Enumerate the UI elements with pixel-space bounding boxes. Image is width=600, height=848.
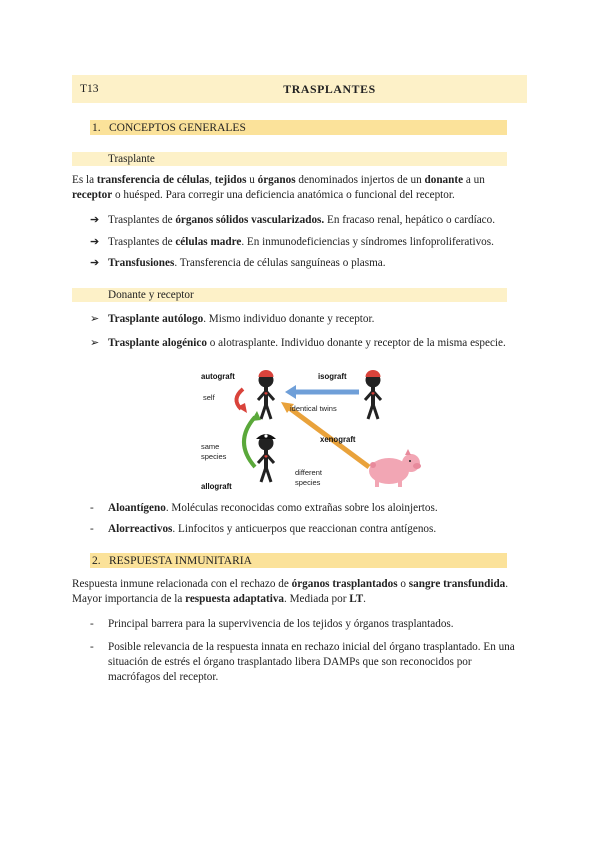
text-run: ,: [209, 174, 215, 186]
section-heading-1: [90, 120, 507, 135]
dash-mark: -: [90, 523, 94, 535]
section-number: 1.: [92, 121, 101, 134]
text-run: . Mayor importancia de la: [72, 578, 509, 605]
bold-term: Trasplante autólogo: [108, 313, 204, 325]
bullet-text: [108, 336, 523, 351]
text-run: Es la: [72, 174, 97, 186]
text-run: u: [246, 174, 258, 186]
bold-term: LT: [349, 592, 364, 605]
bullet-text: [108, 213, 523, 228]
text-run: . Mismo individuo donante y receptor.: [203, 313, 375, 325]
text-run: o alotrasplante. Individuo donante y receptor de la misma especie.: [206, 337, 506, 349]
subheading-trasplante: [72, 152, 507, 166]
bold-term: tejidos: [214, 174, 247, 186]
label-different: different: [295, 468, 322, 477]
page-title: TRASPLANTES: [283, 82, 376, 96]
person-autograft-icon: [258, 370, 274, 419]
text-run: o huésped. Para corregir una deficiencia anatómica o funcional del receptor.: [112, 188, 455, 201]
text-run: denominados injertos de un: [295, 174, 425, 186]
bold-term: sangre transfundida: [408, 578, 506, 590]
bold-term: células madre: [175, 236, 242, 248]
text-run: Trasplantes de: [108, 236, 176, 248]
bold-term: Alorreactivos: [108, 523, 173, 535]
arrow-bullet-icon: ➔: [90, 214, 100, 226]
label-xenograft: xenograft: [320, 435, 356, 444]
dash-mark: -: [90, 641, 94, 653]
text-run: En fracaso renal, hepático o cardíaco.: [324, 214, 496, 226]
chevron-bullet-icon: ➢: [90, 313, 100, 325]
dash-text: [108, 640, 523, 684]
arrow-bullet-icon: ➔: [90, 257, 100, 269]
dash-text: [108, 522, 523, 537]
label-autograft: autograft: [201, 372, 235, 381]
dash-mark: -: [90, 502, 94, 514]
label-isograft: isograft: [318, 372, 347, 381]
paragraph-immune-response: [72, 577, 527, 607]
section-title: RESPUESTA INMUNITARIA: [109, 554, 252, 567]
topic-code: T13: [80, 83, 99, 95]
text-run: . Linfocitos y anticuerpos que reaccionan contra antígenos.: [172, 523, 437, 535]
bold-term: órganos: [257, 174, 296, 186]
dash-text: [108, 501, 523, 516]
graft-types-diagram: [193, 367, 445, 495]
dash-text: [108, 617, 523, 632]
text-run: .: [363, 592, 366, 605]
text-run: Respuesta inmune relacionada con el rechazo de: [72, 578, 292, 590]
label-identical-twins: identical twins: [290, 404, 337, 413]
subheading-title: Donante y receptor: [108, 289, 194, 301]
allograft-arrow-icon: [244, 417, 255, 467]
section-number: 2.: [92, 554, 101, 567]
text-run: a un: [463, 174, 485, 186]
bold-term: Aloantígeno: [108, 502, 166, 514]
text-run: . En inmunodeficiencias y síndromes linfoproliferativos.: [241, 236, 494, 248]
person-allograft-pirate-icon: [256, 434, 276, 482]
dash-mark: -: [90, 618, 94, 630]
bold-term: Trasplante alogénico: [108, 337, 207, 349]
person-isograft-icon: [365, 370, 381, 419]
bold-term: donante: [424, 174, 464, 186]
graft-diagram-svg: [193, 367, 445, 495]
bold-term: órganos trasplantados: [291, 578, 398, 590]
bold-term: receptor: [72, 188, 113, 201]
paragraph-definition: [72, 173, 527, 203]
section-heading-2: [90, 553, 507, 568]
label-self: self: [203, 393, 215, 402]
subheading-donante-receptor: [72, 288, 507, 302]
label-species: species: [295, 478, 321, 487]
text-run: . Mediada por: [284, 592, 350, 605]
text-run: . Moléculas reconocidas como extrañas sobre los aloinjertos.: [165, 502, 438, 514]
bold-term: órganos sólidos vascularizados.: [175, 214, 325, 226]
label-same: same: [201, 442, 220, 451]
text-run: Principal barrera para la supervivencia de los tejidos y órganos trasplantados.: [108, 618, 454, 630]
section-title: CONCEPTOS GENERALES: [109, 121, 246, 134]
bold-term: respuesta adaptativa: [185, 592, 285, 605]
subheading-title: Trasplante: [108, 153, 155, 165]
label-species: species: [201, 452, 227, 461]
label-allograft: allograft: [201, 482, 232, 491]
bullet-text: [108, 256, 523, 271]
text-run: o: [397, 578, 409, 590]
bold-term: Transfusiones: [108, 257, 175, 269]
bold-term: transferencia de células: [96, 174, 210, 186]
text-run: Trasplantes de: [108, 214, 176, 226]
chevron-bullet-icon: ➢: [90, 337, 100, 349]
arrow-bullet-icon: ➔: [90, 236, 100, 248]
document-header: [72, 75, 527, 103]
bullet-text: [108, 235, 523, 250]
bullet-text: [108, 312, 523, 327]
text-run: . Transferencia de células sanguíneas o plasma.: [174, 257, 386, 269]
pig-icon: [369, 449, 421, 487]
text-run: Posible relevancia de la respuesta innata en rechazo inicial del órgano trasplantado. En una situación de estrés el órgano trasplantado libera DAMPs que son reconocidos por macrófagos del receptor.: [108, 641, 515, 683]
